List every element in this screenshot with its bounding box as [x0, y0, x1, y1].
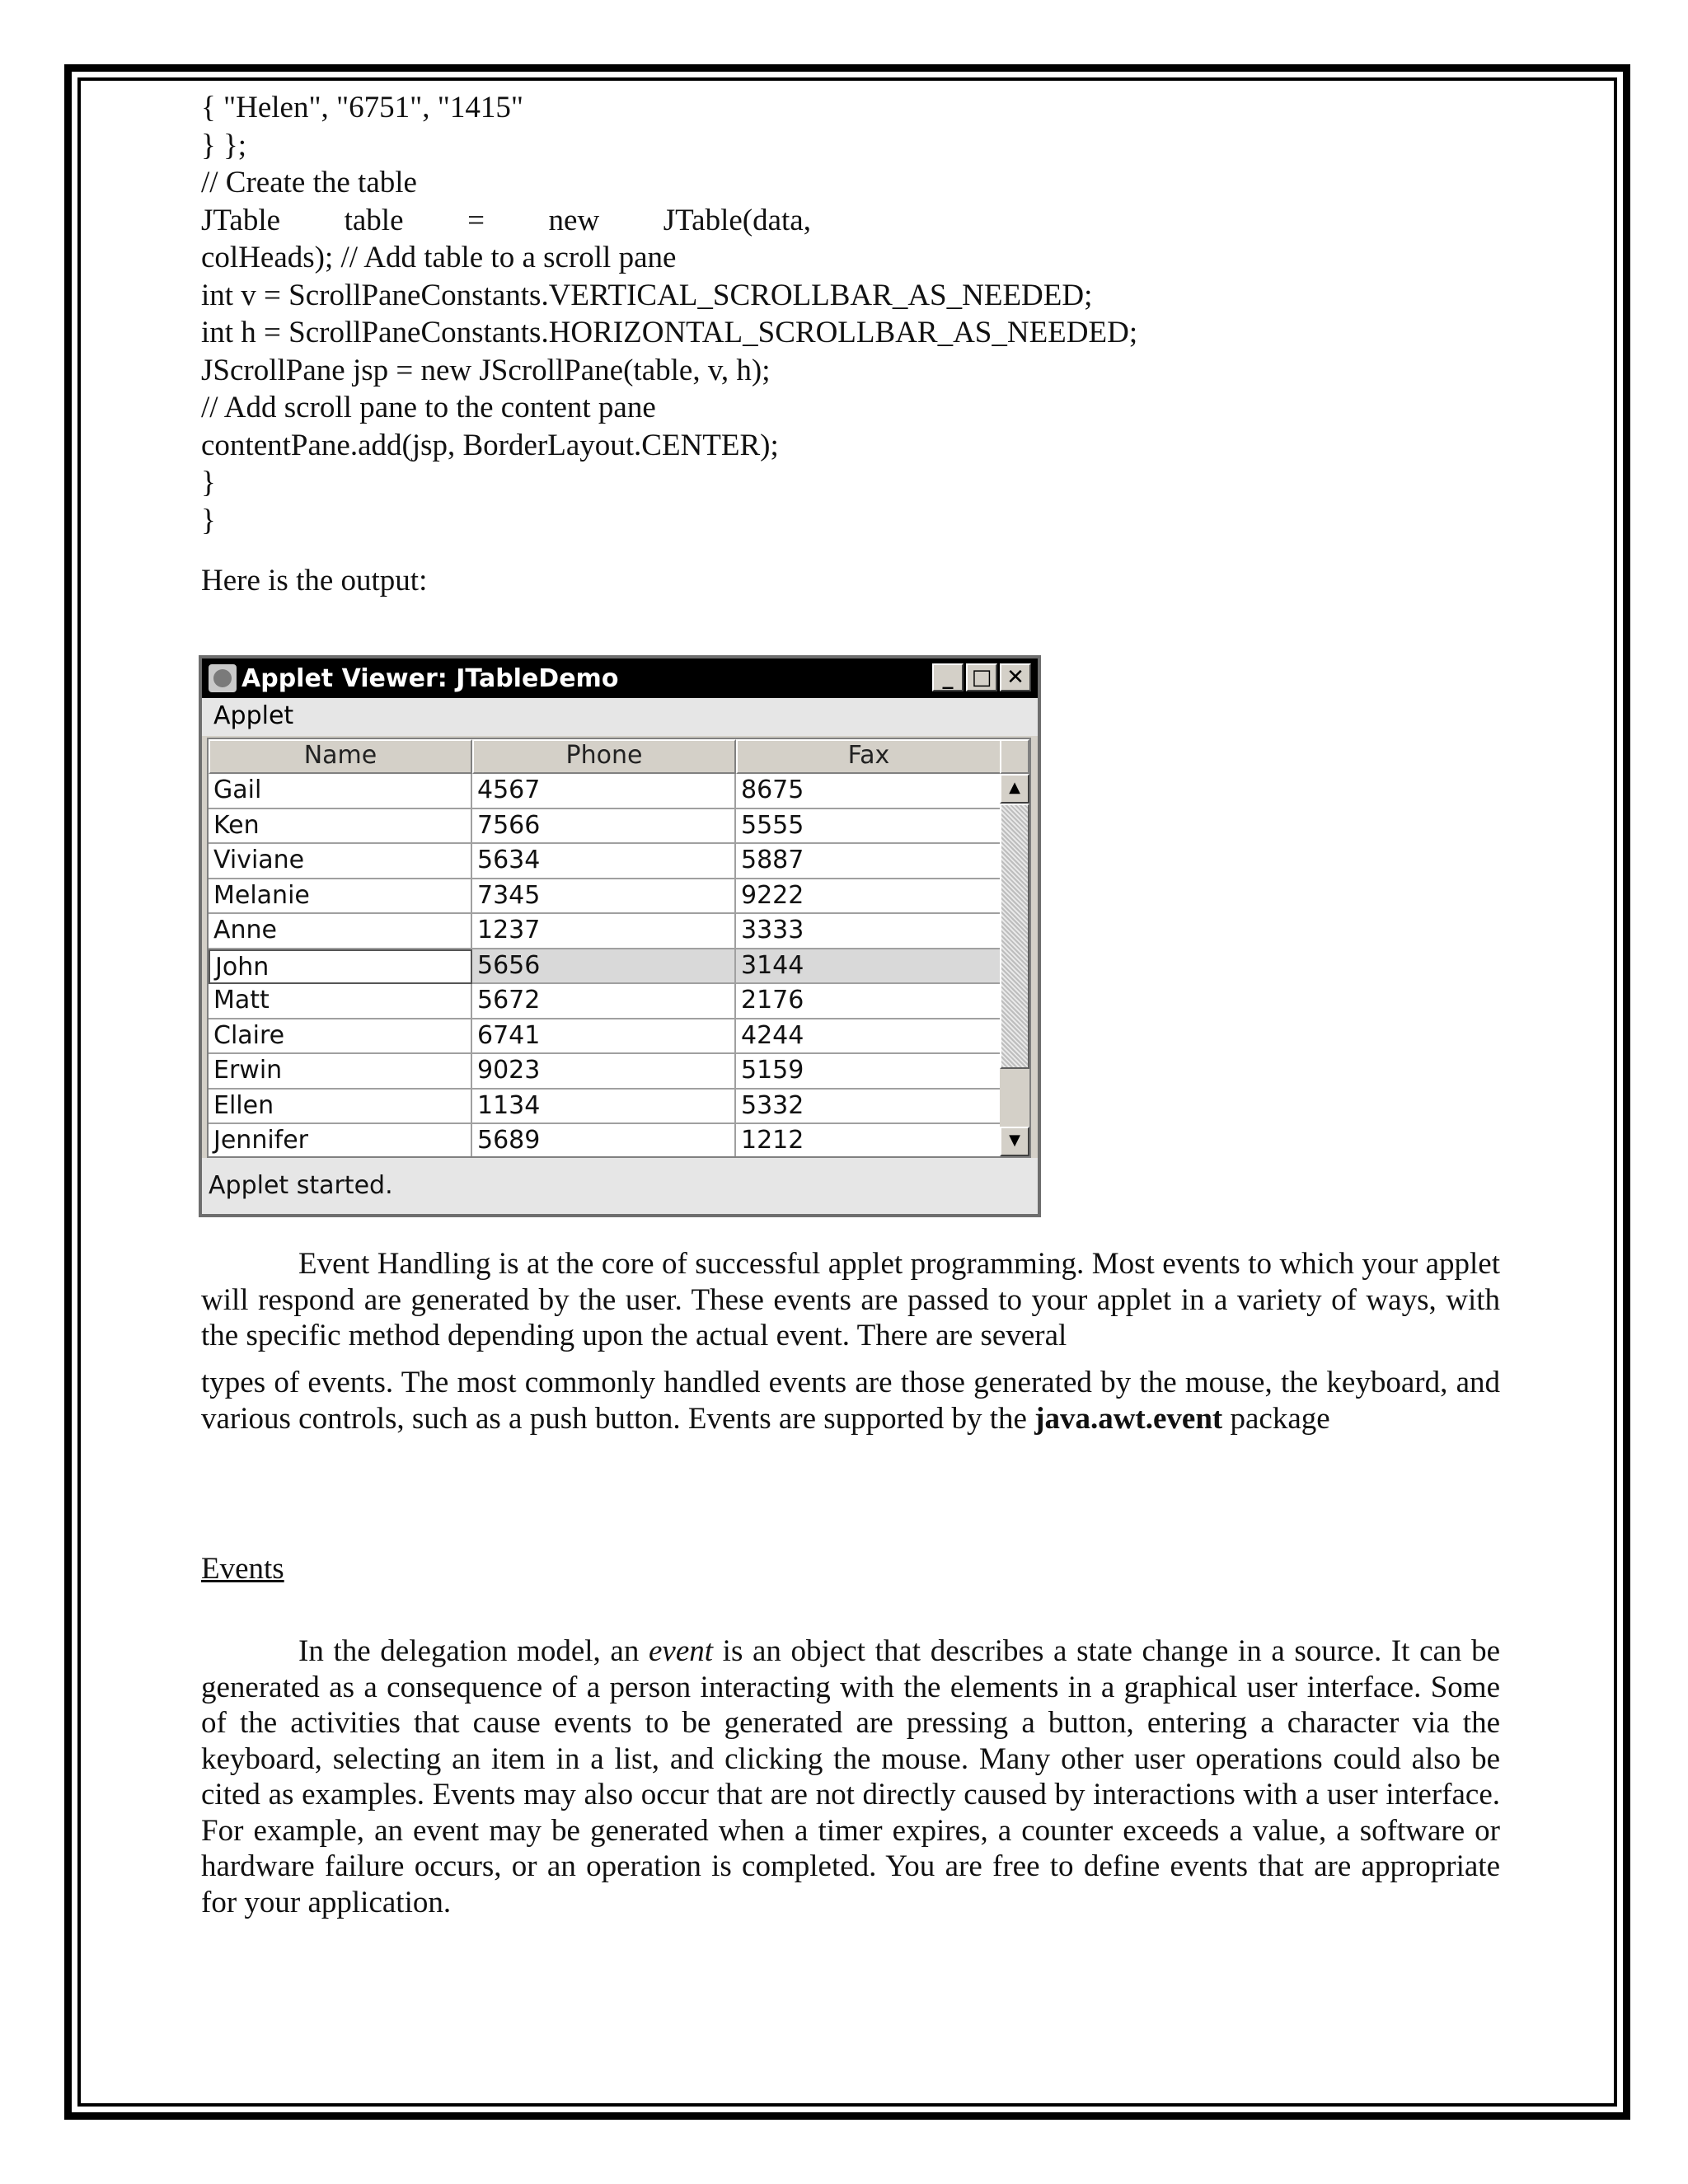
cell-fax[interactable]: 9222	[736, 879, 1001, 915]
table-scroll-pane[interactable]	[207, 738, 1031, 1158]
paragraph-text: Event Handling is at the core of successful applet programming. Most events to which your applet will respond are generated by the user. These events are passed to your applet in a variety of ways, with the specific method depending upon the actual event. There are several	[201, 1247, 1500, 1352]
paragraph-text: types of events. The most commonly handled events are those generated by the mouse, the keyboard, and various controls, such as a push button. Events are supported by the	[201, 1366, 1500, 1436]
table-header	[209, 739, 1001, 774]
cell-phone[interactable]: 9023	[472, 1054, 736, 1090]
cell-name[interactable]: Anne	[209, 914, 472, 949]
cell-fax[interactable]: 5159	[736, 1054, 1001, 1090]
cell-fax[interactable]: 4244	[736, 1019, 1001, 1055]
status-bar	[202, 1158, 1038, 1214]
cell-phone[interactable]: 5689	[472, 1124, 736, 1158]
paragraph-text: is an object that describes a state change in a source. It can be generated as a consequence of a person interacting with the elements in a graphical user interface. Some of the activities that cause events to be generated are pressing a button, entering a character via the keyboard, selecting an item in a list, and clicking the mouse. Many other user operations could also be cited as examples. Events may also occur that are not directly caused by interactions with a user interface. For example, an event may be generated when a timer expires, a counter exceeds a value, a software or hardware failure occurs, or an operation is completed. You are free to define events that are appropriate for your application.	[201, 1634, 1500, 1919]
table-row[interactable]	[209, 809, 1001, 845]
code-line: // Add scroll pane to the content pane	[201, 391, 656, 424]
code-line: } };	[201, 128, 247, 162]
paragraph-text: In the delegation model, an	[298, 1634, 649, 1668]
scroll-up-arrow-icon[interactable]: ▲	[1000, 774, 1029, 804]
cell-fax[interactable]: 1212	[736, 1124, 1001, 1158]
code-token: JTable(data,	[663, 203, 811, 237]
cell-name[interactable]: Erwin	[209, 1054, 472, 1090]
cell-fax[interactable]: 5555	[736, 809, 1001, 845]
cell-fax[interactable]: 8675	[736, 774, 1001, 809]
cell-phone[interactable]: 7345	[472, 879, 736, 915]
code-token: table	[344, 203, 404, 237]
package-name: java.awt.event	[1034, 1401, 1223, 1436]
cell-fax[interactable]: 5887	[736, 844, 1001, 879]
table-row[interactable]	[209, 914, 1001, 949]
cell-phone[interactable]: 1237	[472, 914, 736, 949]
column-header-phone[interactable]: Phone	[472, 739, 736, 774]
paragraph-types-of-events	[201, 1365, 1500, 1436]
code-line-jtable	[201, 202, 811, 240]
code-line: colHeads); // Add table to a scroll pane	[201, 241, 677, 274]
output-intro: Here is the output:	[201, 564, 428, 598]
window-controls	[932, 663, 1031, 691]
table-row[interactable]	[209, 984, 1001, 1019]
table-row[interactable]	[209, 1124, 1001, 1158]
cell-phone[interactable]: 5672	[472, 984, 736, 1019]
table-row[interactable]	[209, 844, 1001, 879]
cell-phone[interactable]: 7566	[472, 809, 736, 845]
maximize-button[interactable]: □	[966, 663, 997, 691]
cell-fax[interactable]: 5332	[736, 1090, 1001, 1125]
cell-name[interactable]: Melanie	[209, 879, 472, 915]
code-token: JTable	[201, 203, 281, 237]
cell-name[interactable]: Matt	[209, 984, 472, 1019]
cell-phone[interactable]: 6741	[472, 1019, 736, 1055]
minimize-button[interactable]: _	[932, 663, 964, 691]
paragraph-text: package	[1222, 1401, 1330, 1436]
cell-fax[interactable]: 2176	[736, 984, 1001, 1019]
column-header-name[interactable]: Name	[209, 739, 472, 774]
cell-phone[interactable]: 1134	[472, 1090, 736, 1125]
cell-phone[interactable]: 4567	[472, 774, 736, 809]
table-row[interactable]	[209, 949, 1001, 985]
java-cup-icon	[209, 664, 237, 692]
code-line: int h = ScrollPaneConstants.HORIZONTAL_SCROLLBAR_AS_NEEDED;	[201, 316, 1138, 349]
cell-fax[interactable]: 3333	[736, 914, 1001, 949]
code-token: =	[467, 203, 485, 237]
code-line: int v = ScrollPaneConstants.VERTICAL_SCROLLBAR_AS_NEEDED;	[201, 278, 1093, 312]
cell-name[interactable]: Viviane	[209, 844, 472, 879]
code-line: { "Helen", "6751", "1415"	[201, 91, 523, 124]
table-row[interactable]	[209, 1019, 1001, 1055]
scroll-thumb[interactable]	[1000, 804, 1029, 1069]
cell-name[interactable]: Claire	[209, 1019, 472, 1055]
scroll-corner	[1000, 739, 1029, 774]
paragraph-event-handling	[201, 1246, 1500, 1354]
close-button[interactable]: ✕	[1000, 663, 1031, 691]
cell-name[interactable]: Gail	[209, 774, 472, 809]
code-token: new	[548, 203, 600, 237]
paragraph-delegation-model	[201, 1633, 1500, 1920]
title-bar[interactable]	[202, 658, 1038, 698]
code-line: JScrollPane jsp = new JScrollPane(table, v, h);	[201, 353, 771, 387]
table-row[interactable]	[209, 1054, 1001, 1090]
term-event: event	[648, 1634, 714, 1668]
vertical-scrollbar[interactable]	[1000, 774, 1029, 1156]
code-line: // Create the table	[201, 166, 417, 199]
window-title: Applet Viewer: JTableDemo	[241, 663, 619, 693]
cell-phone[interactable]: 5634	[472, 844, 736, 879]
table-row[interactable]	[209, 1090, 1001, 1125]
cell-phone[interactable]: 5656	[472, 949, 736, 985]
cell-fax[interactable]: 3144	[736, 949, 1001, 985]
scroll-down-arrow-icon[interactable]: ▼	[1000, 1127, 1029, 1156]
table-row[interactable]	[209, 879, 1001, 915]
cell-name[interactable]: Ellen	[209, 1090, 472, 1125]
table-body	[209, 774, 1001, 1158]
cell-name[interactable]: Ken	[209, 809, 472, 845]
cell-name[interactable]: John	[209, 949, 472, 985]
cell-name[interactable]: Jennifer	[209, 1124, 472, 1158]
code-listing	[201, 89, 1500, 599]
applet-viewer-window	[199, 655, 1041, 1217]
menu-bar	[202, 698, 1038, 736]
status-text: Applet started.	[209, 1171, 393, 1200]
column-header-fax[interactable]: Fax	[736, 739, 1001, 774]
section-heading: Events	[201, 1552, 284, 1586]
table-row[interactable]	[209, 774, 1001, 809]
code-line: }	[201, 503, 216, 537]
code-line: }	[201, 466, 216, 499]
menu-applet[interactable]: Applet	[213, 701, 294, 730]
code-line: contentPane.add(jsp, BorderLayout.CENTER);	[201, 428, 779, 462]
